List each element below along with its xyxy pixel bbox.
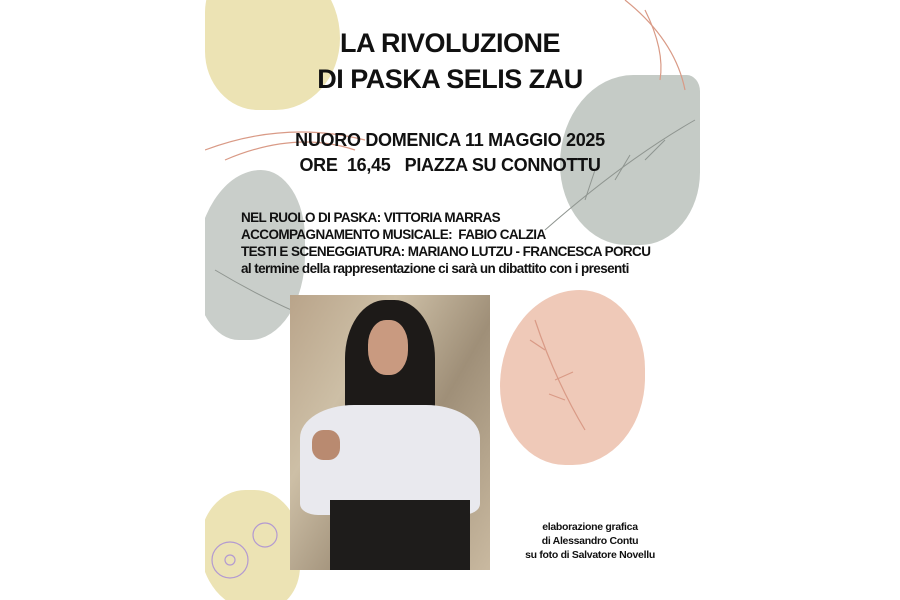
credit-role: NEL RUOLO DI PASKA: VITTORIA MARRAS <box>241 210 501 225</box>
blouse <box>300 405 480 515</box>
skirt <box>330 500 470 570</box>
time-place-line: ORE 16,45 PIAZZA SU CONNOTTU <box>299 155 601 175</box>
credit-line: elaborazione grafica <box>542 521 638 533</box>
credit-line: di Alessandro Contu <box>541 535 639 547</box>
title-line-1: LA RIVOLUZIONE <box>340 28 560 58</box>
fist <box>312 430 340 460</box>
credit-music: ACCOMPAGNAMENTO MUSICALE: FABIO CALZIA <box>241 227 546 242</box>
credit-script: TESTI E SCENEGGIATURA: MARIANO LUTZU - FRANCESCA PORCU <box>241 244 651 259</box>
face <box>368 320 408 375</box>
actress-photo <box>290 295 490 570</box>
debate-note: al termine della rappresentazione ci sarà un dibattito con i presenti <box>241 261 629 276</box>
title-line-2: DI PASKA SELIS ZAU <box>317 64 583 94</box>
graphic-credit <box>520 520 660 562</box>
credit-line: su foto di Salvatore Novellu <box>525 549 655 561</box>
date-line: NUORO DOMENICA 11 MAGGIO 2025 <box>295 130 605 150</box>
